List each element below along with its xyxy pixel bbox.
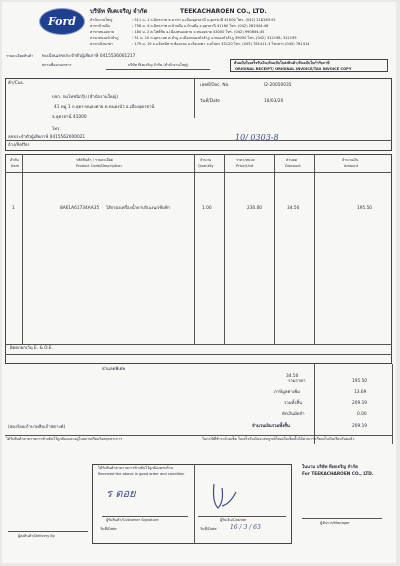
divider bbox=[5, 354, 392, 355]
doc-no-value: I2-20050035 bbox=[264, 83, 292, 88]
customer-address-2: จ.อุดรธานี 41000 bbox=[52, 115, 87, 120]
grand-total-label: รวมทั้งสิ้น bbox=[284, 401, 303, 406]
row-desc: ไส้กรองเครื่องน้ำยาปรับเงน/เชียฟ้า bbox=[106, 206, 171, 211]
row-amount: 195.50 bbox=[357, 206, 373, 211]
deposit-label: หักเงินมัดจำ bbox=[282, 412, 305, 417]
column-divider bbox=[314, 364, 315, 444]
date-label: วันที่/Date bbox=[200, 99, 220, 104]
customer-label: ค้า/Cus. bbox=[8, 81, 25, 86]
for-company-thai: ในนาม บริษัท ทีเคเจริญ จำกัด bbox=[302, 465, 358, 470]
header-price-en: Price/Unit bbox=[236, 164, 254, 168]
branch-address: : 184 ม. 2 ต.โพธิ์ชัย อ.เมืองหนองคาย จ.หนองคาย 43000 โทร. (042) 990644-45 bbox=[132, 30, 265, 34]
handwritten-signature: ร ดอย bbox=[106, 487, 136, 500]
received-label-en: Received the above in good order and condition bbox=[98, 472, 185, 476]
customer-date-label: วันที่/Date bbox=[100, 527, 117, 531]
header-price-th: ราคา/หน่วย bbox=[236, 158, 255, 162]
deposit-value: 0.00 bbox=[357, 412, 367, 417]
handwritten-reference: 10/ 0303-8 bbox=[235, 133, 279, 142]
row-qty: 1.00 bbox=[202, 206, 212, 211]
header-qty-th: จำนวน bbox=[200, 158, 212, 162]
branch-address: : 756 ม. 4 ถ.มิตรภาพ ต.บ้านผือ อ.บ้านผือ จ.อุดรธานี 41160 โทร. (042) 282444-46 bbox=[132, 24, 269, 28]
header-amount-en: Amount bbox=[344, 164, 359, 168]
for-company-en: For TEEKACHAROEN CO., LTD. bbox=[302, 472, 374, 477]
cashier-date-value: 16 / 3 / 63 bbox=[230, 524, 261, 531]
doc-no-label: เลขที่/Doc. No. bbox=[200, 83, 230, 88]
header-discount-en: Discount bbox=[285, 164, 301, 168]
issue-place-value: บริษัท ทีเคเจริญ จำกัด (สำนักงานใหญ่) bbox=[128, 63, 189, 67]
refer-label: อ้าง/Reffer bbox=[8, 143, 30, 148]
customer-tax-id: ลขประจำตัวผู้เสียภาษี 0415562000021 bbox=[8, 135, 86, 140]
divider bbox=[5, 435, 392, 436]
issue-place-label: สถานที่ออกเอกสาร bbox=[42, 63, 72, 67]
company-name-en: TEEKACHAROEN CO., LTD. bbox=[180, 8, 267, 15]
delivery-label: ผู้ส่งสินค้า/Delivery By bbox=[18, 534, 55, 538]
footer-note-right: ในกรณีที่ชำระด้วยเช็ค ใบเสร็จรับเงินจะสมบูรณ์ก็ต่อเมื่อเช็คนั้นได้ผ่านการเรียกเก็บเงินเรียบร้อยแล้ว bbox=[202, 437, 355, 441]
copy-title-thai: ต้นฉบับใบเสร็จรับเงิน/ต้นฉบับใบส่งสินค้า/ต้นฉบับใบกำกับภาษี bbox=[234, 61, 330, 65]
header-desc-en: Product Code/Description bbox=[76, 164, 122, 168]
branch-label: สำนักงานใหญ่ bbox=[90, 18, 113, 22]
branch-address: : 179 ม. 19 ถ.แจ้งสนิท ต.ห้องแซง อ.เลิงนกทา จ.ยโสธร 35120 โทร. (045) 781411-3 โทรสาร (045) 781414 bbox=[132, 42, 310, 46]
column-divider bbox=[224, 154, 225, 344]
column-divider bbox=[392, 364, 393, 444]
divider bbox=[5, 344, 392, 345]
received-label: ได้รับสินค้าตามรายการข้างต้นไว้ถูกต้องครบถ้วน bbox=[98, 466, 174, 470]
invoice-paper bbox=[2, 2, 396, 563]
copy-title-en: ORIGINAL RECEIPT/ ORIGINAL INVOICE/TAX INVOICE COPY bbox=[235, 66, 352, 71]
row-price: 230.00 bbox=[247, 206, 263, 211]
header-desc-th: รหัสสินค้า / รายละเอียด bbox=[76, 158, 114, 162]
amount-in-words: (สองร้อยเก้าบาทสิบเก้าสตางค์) bbox=[8, 425, 66, 430]
branch-address: : 511 ม. 1 ถ.มิตรภาพ ต.นาข่า อ.เมืองอุดรธานี จ.อุดรธานี 41000 โทร. (042) 218189-91 bbox=[132, 18, 276, 22]
vat-value: 13.69 bbox=[354, 390, 367, 395]
eoe-note: ผิดตกยกเว้น E. & O.E. bbox=[10, 346, 53, 351]
row-discount: 34.50 bbox=[287, 206, 300, 211]
net-total-value: 209.19 bbox=[352, 424, 368, 429]
column-divider bbox=[22, 154, 23, 344]
header-qty-en: Quantity bbox=[198, 164, 214, 168]
customer-signature-label: ผู้รับสินค้า/Customer Signature bbox=[106, 518, 159, 522]
items-table bbox=[5, 154, 392, 364]
tax-id-line: ทะเบียนเลขประจำตัวผู้เสียภาษี 0415536001217 bbox=[42, 54, 136, 59]
total-label: รวมราคา bbox=[288, 379, 306, 384]
doc-label-left: รายละเอียดสินค้า bbox=[6, 54, 34, 58]
divider bbox=[5, 140, 392, 141]
row-item: 1 bbox=[12, 206, 15, 211]
branch-label: สาขาหนองบัวลำภู bbox=[90, 36, 119, 40]
divider bbox=[198, 516, 286, 517]
date-value: 16/03/20 bbox=[264, 99, 284, 104]
header-amount-th: จำนวนเงิน bbox=[342, 158, 359, 162]
divider bbox=[106, 69, 210, 70]
net-total-label: จำนวนเงินรวมทั้งสิ้น bbox=[252, 424, 290, 429]
footer-note-left: ได้รับสินค้าตามรายการข้างต้นไว้ถูกต้องและอยู่ในสภาพเรียบร้อยทุกประการ bbox=[6, 437, 123, 441]
special-discount-value: 34.50 bbox=[286, 374, 299, 379]
manager-label: ผู้จัดการ/Manager bbox=[320, 521, 350, 525]
row-code: 8A61A61734AA35 bbox=[60, 206, 100, 211]
divider bbox=[8, 531, 88, 532]
branch-label: สาขาหนองคาย bbox=[90, 30, 114, 34]
cashier-date-label: วันที่/Date bbox=[200, 527, 217, 531]
column-divider bbox=[194, 464, 195, 544]
grand-total-value: 209.19 bbox=[352, 401, 368, 406]
vat-label: ภาษีมูลค่าเพิ่ม bbox=[274, 390, 300, 395]
original-copy-box bbox=[230, 59, 388, 72]
divider bbox=[194, 78, 195, 118]
customer-name: บจก. กมโทชนิกรุ๊ป (สำนักงานใหญ่) bbox=[52, 95, 118, 100]
column-divider bbox=[194, 154, 195, 344]
column-divider bbox=[314, 154, 315, 344]
company-name-thai: บริษัท ทีเคเจริญ จำกัด bbox=[90, 8, 148, 15]
header-item-th: ลำดับ bbox=[10, 158, 19, 162]
column-divider bbox=[274, 154, 275, 344]
cashier-label: ผู้รับเงิน/Cashier bbox=[220, 518, 247, 522]
header-discount-th: ส่วนลด bbox=[286, 158, 298, 162]
customer-phone-label: โทร. bbox=[52, 127, 61, 132]
customer-address-1: 41 หมู่ 1 ถ.อุดร-หนองคาย ต.หนองบัว อ.เมืองอุดรธานี bbox=[54, 105, 155, 110]
special-discount-label: ส่วนลดพิเศษ bbox=[102, 367, 126, 372]
table-header-divider bbox=[5, 172, 392, 173]
branch-label: สาขาบ้านผือ bbox=[90, 24, 110, 28]
divider bbox=[102, 516, 188, 517]
branch-label: สาขาเลิงนกทา bbox=[90, 42, 113, 46]
ford-logo: Ford bbox=[39, 8, 85, 35]
branch-address: : 51 ม. 10 ถ.อุดร-เลย ต.ลำภู อ.เมืองหนองบัวลำภู จ.หนองบัวลำภู 39000 โทร. (042) 312198, 312199 bbox=[132, 36, 297, 40]
divider bbox=[302, 518, 382, 519]
cashier-signature bbox=[208, 478, 248, 518]
total-value: 195.50 bbox=[352, 379, 368, 384]
header-item-en: Item bbox=[11, 164, 20, 168]
